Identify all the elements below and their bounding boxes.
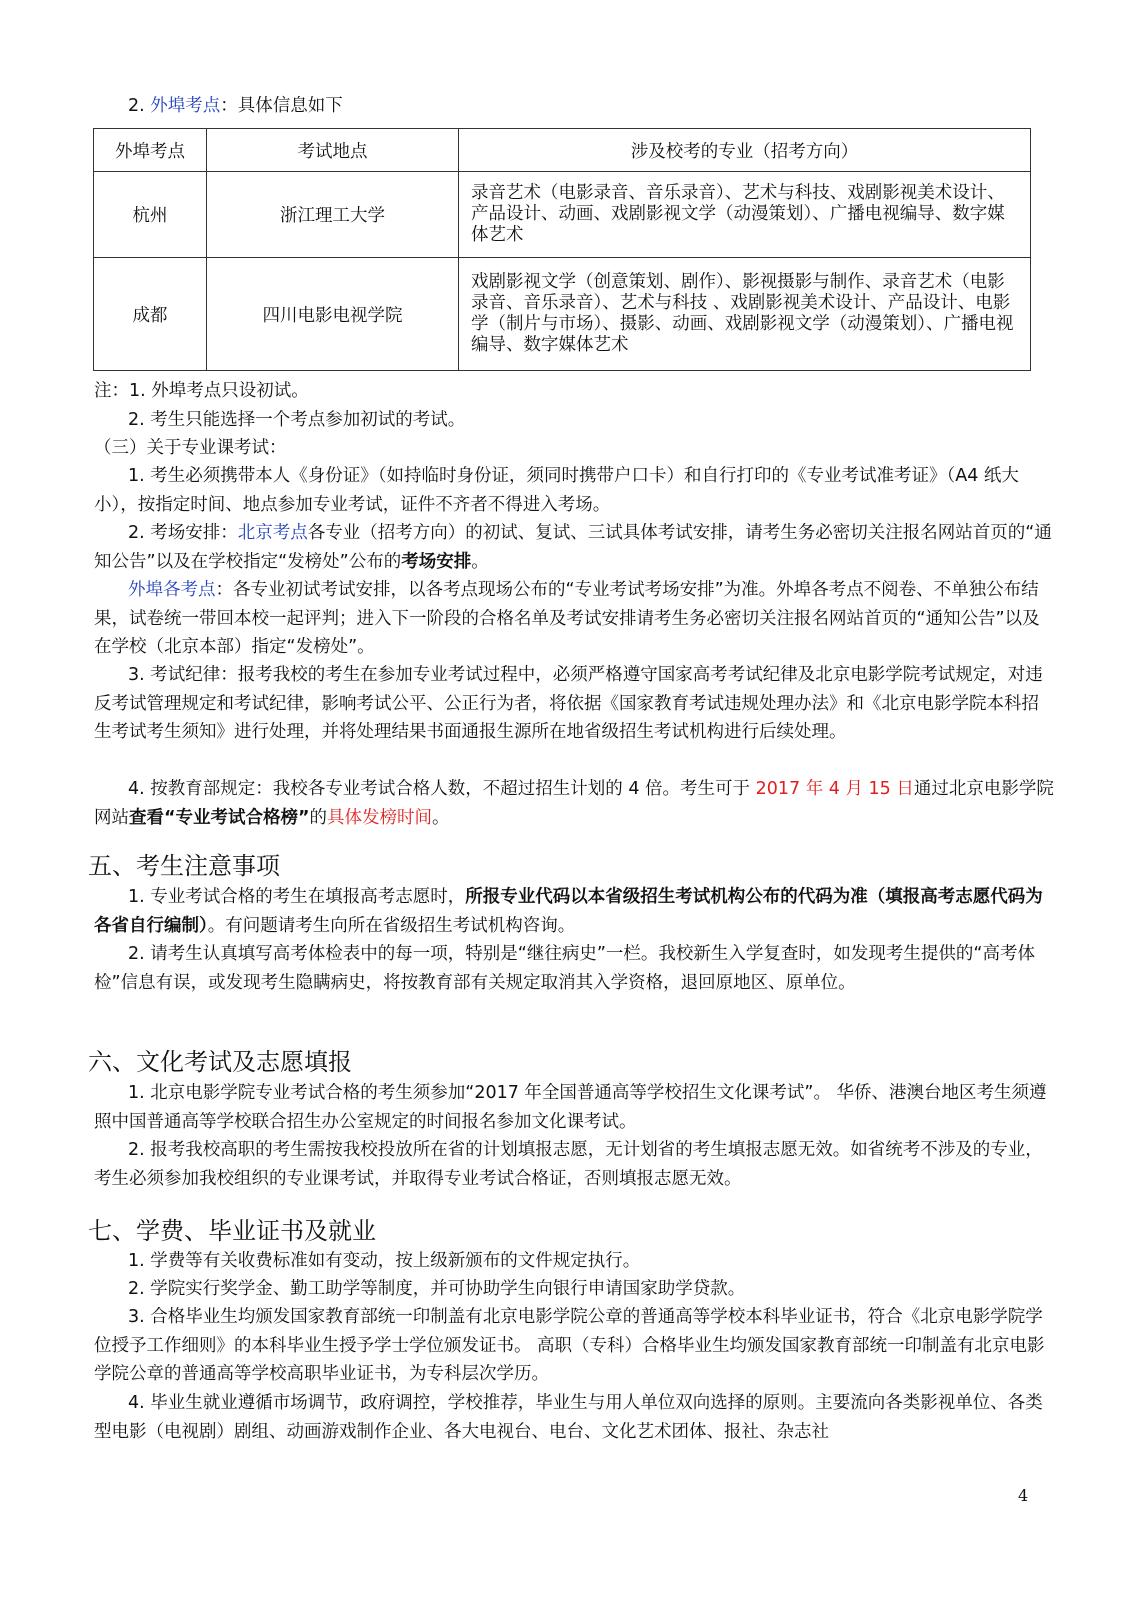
section-2-heading (128, 92, 1088, 121)
majors-cell: 戏剧影视文学（创意策划、剧作）、影视摄影与制作、录音艺术（电影录音、音乐录音）、艺术与科技 、戏剧影视美术设计、产品设计、电影学（制片与市场）、摄影、动画、戏剧影视文学（动漫策划）、广播电视编导、数字媒体艺术 (459, 258, 1031, 371)
paragraph: 3. 合格毕业生均颁发国家教育部统一印制盖有北京电影学院公章的普通高等学校本科毕业证书，符合《北京电影学院学位授予工作细则》的本科毕业生授予学士学位颁发证书。 高职（专科）合格毕业生均颁发国家教育部统一印制盖有北京电影学院公章的普通高等学校高职毕业证书，为专科层次学历。 (94, 1307, 1045, 1384)
paragraph (94, 519, 1054, 576)
highlight-blue: 外埠各考点 (128, 580, 216, 600)
text-span: 。 (432, 807, 450, 828)
text-span: ：各专业初试考试安排，以各考点现场公布的“专业考试考场安排”为准。外埠各考点不阅卷、不单独公布结果，试卷统一带回本校一起评判；进入下一阶段的合格名单及考试安排请考生务必密切关注报名网站首页的“通知公告”以及在学校（北京本部）指定“发榜处”。 (94, 580, 1040, 657)
text-span: 的 (309, 807, 328, 828)
paragraph (94, 775, 1054, 832)
note-2: 2. 考生只能选择一个考点参加初试的考试。 (128, 410, 466, 430)
highlight-bold: 所报专业代码以本省级招生考试机构公布的代码为准（填报高考志愿代码为各省自行编制） (94, 887, 1043, 936)
paragraph: 2. 请考生认真填写高考体检表中的每一项，特别是“继往病史”一栏。我校新生入学复查时，如发现考生提供的“高考体检”信息有误，或发现考生隐瞒病史，将按教育部有关规定取消其入学资格，退回原地区、原单位。 (94, 944, 1035, 993)
city-cell: 成都 (94, 258, 207, 371)
text-span: 。 (471, 551, 489, 572)
venue-cell: 浙江理工大学 (207, 172, 459, 258)
paragraph: 3. 考试纪律：报考我校的考生在参加专业考试过程中，必须严格遵守国家高考考试纪律及北京电影学院考试规定，对违反考试管理规定和考试纪律，影响考试公平、公正行为者，将依据《国家教育考试违规处理办法》和《北京电影学院本科招生考试考生须知》进行处理，并将处理结果书面通报生源所在地省级招生考试机构进行后续处理。 (94, 665, 1043, 742)
table-header-cell: 考试地点 (207, 129, 459, 172)
section-6-title: 六、文化考试及志愿填报 (88, 1048, 352, 1076)
highlight-bold: 考场安排 (401, 551, 472, 572)
table-header-cell: 外埠考点 (94, 129, 207, 172)
subsection-3-title: （三）关于专业课考试： (94, 438, 287, 458)
city-cell: 杭州 (94, 172, 207, 258)
paragraph (94, 576, 1054, 662)
paragraph: 1. 学费等有关收费标准如有变动，按上级新颁布的文件规定执行。 (128, 1251, 641, 1271)
table-header-cell: 涉及校考的专业（招考方向） (459, 129, 1031, 172)
text-span: 2. 考场安排： (128, 523, 238, 543)
text-span: 1. 专业考试合格的考生在填报高考志愿时， (128, 887, 466, 907)
section-5-title: 五、考生注意事项 (88, 852, 280, 880)
table-row (94, 258, 1031, 371)
paragraph: 1. 北京电影学院专业考试合格的考生须参加“2017 年全国普通高等学校招生文化课考试”。 华侨、港澳台地区考生须遵照中国普通高等学校联合招生办公室规定的时间报名参加文化课考试。 (94, 1083, 1047, 1132)
venue-cell: 四川电影电视学院 (207, 258, 459, 371)
paragraph: 4. 毕业生就业遵循市场调节，政府调控，学校推荐，毕业生与用人单位双向选择的原则。主要流向各类影视单位、各类型电影（电视剧）剧组、动画游戏制作企业、各大电视台、电台、文化艺术团体、报社、杂志社 (94, 1393, 1043, 1442)
paragraph (94, 883, 1054, 940)
section-2-label: 外埠考点 (150, 96, 221, 116)
highlight-bold: 查看“专业考试合格榜” (129, 807, 310, 828)
text-span: 通过北京电影学院网站 (94, 779, 1054, 828)
text-span: 4. 按教育部规定：我校各专业考试合格人数，不超过招生计划的 4 倍。考生可于 (128, 779, 756, 799)
text-span: 各专业（招考方向）的初试、复试、三试具体考试安排，请考生务必密切关注报名网站首页的“通知公告”以及在学校指定“发榜处”公布的 (94, 523, 1052, 572)
paragraph: 1. 考生必须携带本人《身份证》（如持临时身份证，须同时携带户口卡）和自行打印的《专业考试准考证》（A4 纸大小），按指定时间、地点参加专业考试，证件不齐者不得进入考场。 (94, 466, 1019, 515)
note-1: 注：1. 外埠考点只设初试。 (94, 381, 309, 401)
table-header-row (94, 129, 1031, 172)
majors-cell: 录音艺术（电影录音、音乐录音）、艺术与科技、戏剧影视美术设计、产品设计、动画、戏剧影视文学（动漫策划）、广播电视编导、数字媒体艺术 (459, 172, 1031, 258)
paragraph: 2. 报考我校高职的考生需按我校投放所在省的计划填报志愿，无计划省的考生填报志愿无效。如省统考不涉及的专业，考生必须参加我校组织的专业课考试，并取得专业考试合格证，否则填报志愿无效。 (94, 1140, 1043, 1189)
highlight-red-date: 2017 年 4 月 15 日 (755, 779, 914, 799)
highlight-blue: 北京考点 (237, 523, 308, 543)
text-span: 。有问题请考生向所在省级招生考试机构咨询。 (207, 915, 576, 936)
section-2-rest: ：具体信息如下 (220, 96, 343, 116)
section-7-title: 七、学费、毕业证书及就业 (88, 1217, 376, 1245)
table-row (94, 172, 1031, 258)
paragraph: 2. 学院实行奖学金、勤工助学等制度，并可协助学生向银行申请国家助学贷款。 (128, 1279, 746, 1299)
section-2-number: 2. (128, 96, 145, 116)
highlight-red: 具体发榜时间 (327, 807, 433, 828)
remote-exam-sites-table (93, 128, 1031, 371)
page-number: 4 (1018, 1486, 1029, 1505)
